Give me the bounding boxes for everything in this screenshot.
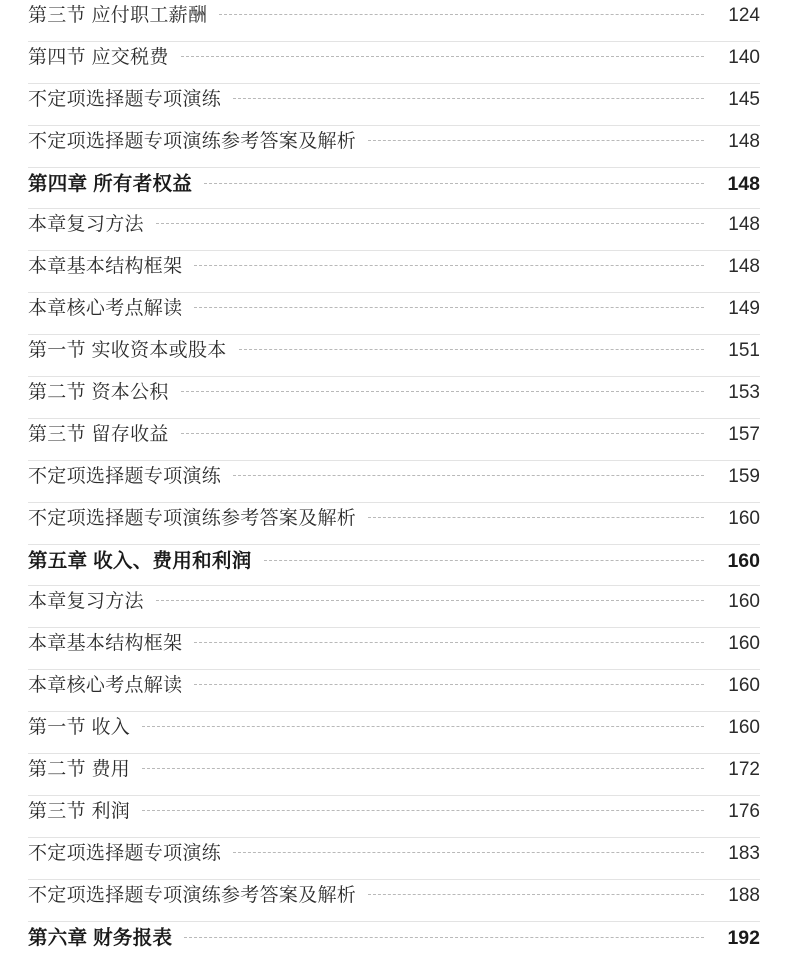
- toc-entry-title: 第二节 资本公积: [28, 382, 169, 404]
- toc-entry-title: 本章基本结构框架: [28, 633, 183, 655]
- toc-entry-title: 本章复习方法: [28, 591, 144, 613]
- toc-entry-page-number: 140: [728, 46, 760, 68]
- toc-entry[interactable]: [28, 293, 760, 335]
- toc-entry-page-number: 160: [728, 675, 760, 697]
- toc-leader-dots: [233, 475, 704, 477]
- toc-entry-title: 本章核心考点解读: [28, 675, 183, 697]
- toc-entry-title: 第四章 所有者权益: [28, 172, 193, 195]
- toc-entry[interactable]: [28, 754, 760, 796]
- toc-entry[interactable]: [28, 126, 760, 168]
- toc-entry-title: 本章核心考点解读: [28, 298, 183, 320]
- toc-entry[interactable]: [28, 838, 760, 880]
- toc-entry[interactable]: [28, 84, 760, 126]
- toc-entry-title: 第三节 应付职工薪酬: [28, 5, 208, 26]
- toc-leader-dots: [142, 768, 704, 770]
- toc-entry-page-number: 148: [728, 130, 760, 152]
- toc-entry[interactable]: [28, 503, 760, 545]
- toc-entry[interactable]: [28, 251, 760, 293]
- toc-leader-dots: [184, 937, 704, 939]
- toc-entry-page-number: 153: [728, 382, 760, 404]
- toc-entry-page-number: 160: [728, 717, 760, 739]
- toc-leader-dots: [204, 183, 704, 185]
- toc-leader-dots: [194, 684, 704, 686]
- toc-entry-page-number: 157: [728, 423, 760, 445]
- toc-entry-page-number: 160: [728, 591, 760, 613]
- toc-entry-page-number: 188: [728, 884, 760, 906]
- toc-entry-title: 第六章 财务报表: [28, 926, 173, 949]
- toc-entry[interactable]: [28, 461, 760, 503]
- toc-entry[interactable]: [28, 42, 760, 84]
- toc-entry-title: 不定项选择题专项演练: [28, 842, 222, 864]
- toc-entry-title: 第三节 利润: [28, 800, 131, 822]
- toc-entry-title: 不定项选择题专项演练参考答案及解析: [28, 130, 357, 152]
- toc-entry-page-number: 148: [727, 172, 760, 195]
- toc-leader-dots: [368, 517, 704, 519]
- toc-leader-dots: [156, 600, 704, 602]
- toc-leader-dots: [239, 349, 704, 351]
- toc-leader-dots: [142, 726, 704, 728]
- toc-leader-dots: [264, 560, 704, 562]
- toc-entry-title: 本章复习方法: [28, 214, 144, 236]
- toc-entry-title: 不定项选择题专项演练参考答案及解析: [28, 507, 357, 529]
- toc-entry-page-number: 148: [728, 256, 760, 278]
- toc-entry[interactable]: [28, 922, 760, 964]
- toc-leader-dots: [233, 852, 704, 854]
- toc-entry-title: 第三节 留存收益: [28, 423, 169, 445]
- toc-entry[interactable]: [28, 168, 760, 210]
- toc-entry[interactable]: [28, 712, 760, 754]
- toc-leader-dots: [181, 391, 704, 393]
- toc-entry-title: 第一节 收入: [28, 717, 131, 739]
- toc-entry-title: 不定项选择题专项演练: [28, 465, 222, 487]
- toc-leader-dots: [368, 140, 704, 142]
- toc-entry[interactable]: [28, 670, 760, 712]
- toc-entry[interactable]: [28, 209, 760, 251]
- toc-entry[interactable]: [28, 335, 760, 377]
- toc-entry-title: 第二节 费用: [28, 759, 131, 781]
- toc-entry-page-number: 151: [728, 340, 760, 362]
- toc-entry-page-number: 159: [728, 465, 760, 487]
- toc-entry[interactable]: [28, 377, 760, 419]
- toc-entry[interactable]: [28, 880, 760, 922]
- toc-leader-dots: [368, 894, 704, 896]
- toc-entry-title: 本章基本结构框架: [28, 256, 183, 278]
- toc-entry-title: 第四节 应交税费: [28, 46, 169, 68]
- toc-entry-page-number: 160: [727, 549, 760, 572]
- toc-entry[interactable]: [28, 545, 760, 587]
- toc-entry[interactable]: [28, 628, 760, 670]
- toc-entry-page-number: 148: [728, 214, 760, 236]
- toc-entry-page-number: 124: [728, 5, 760, 26]
- toc-entry-title: 第一节 实收资本或股本: [28, 340, 227, 362]
- toc-entry-page-number: 160: [728, 633, 760, 655]
- toc-leader-dots: [194, 265, 704, 267]
- toc-entry-page-number: 160: [728, 507, 760, 529]
- toc-entry-title: 第五章 收入、费用和利润: [28, 549, 252, 572]
- toc-entry-title: 不定项选择题专项演练参考答案及解析: [28, 884, 357, 906]
- toc-entry[interactable]: [28, 0, 760, 42]
- toc-leader-dots: [194, 307, 704, 309]
- toc-entry-title: 不定项选择题专项演练: [28, 88, 222, 110]
- toc-leader-dots: [142, 810, 704, 812]
- toc-leader-dots: [233, 98, 704, 100]
- toc-entry-page-number: 172: [728, 759, 760, 781]
- toc-leader-dots: [181, 433, 704, 435]
- toc-entry-page-number: 145: [728, 88, 760, 110]
- toc-entry-page-number: 149: [728, 298, 760, 320]
- toc-entry-page-number: 192: [727, 926, 760, 949]
- toc-entry-page-number: 183: [728, 842, 760, 864]
- toc-entry[interactable]: [28, 419, 760, 461]
- toc-leader-dots: [194, 642, 704, 644]
- toc-leader-dots: [219, 14, 704, 16]
- toc-entry[interactable]: [28, 796, 760, 838]
- toc-leader-dots: [181, 56, 704, 58]
- toc-leader-dots: [156, 223, 704, 225]
- toc-entry-page-number: 176: [728, 800, 760, 822]
- toc-entry[interactable]: [28, 586, 760, 628]
